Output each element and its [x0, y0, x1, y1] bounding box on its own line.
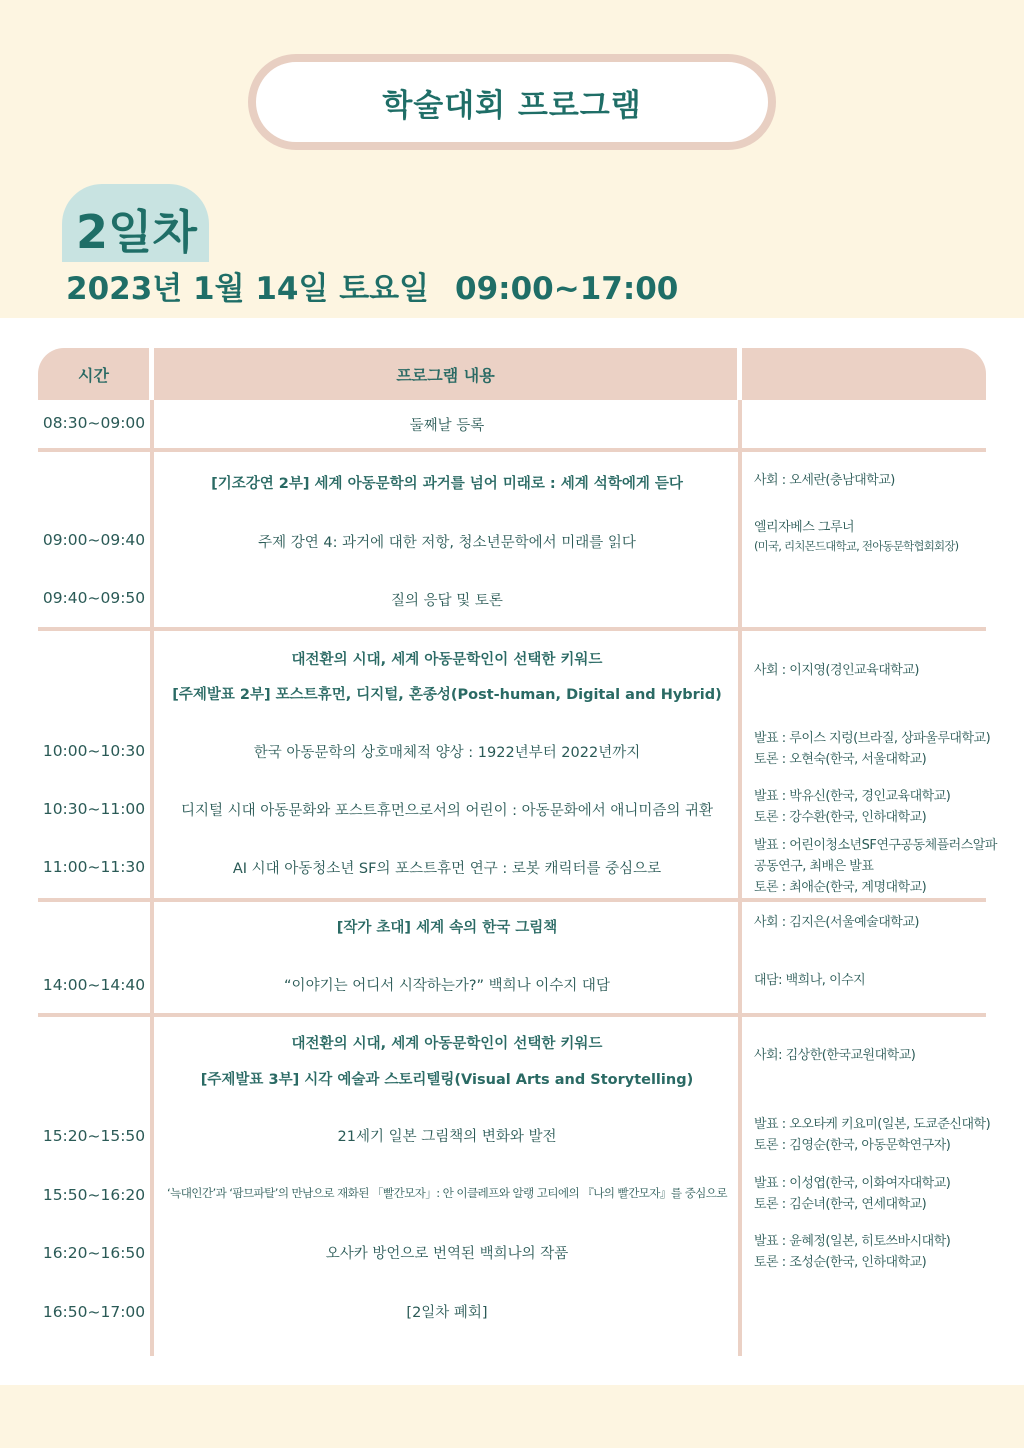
program-cell: 오사카 방언으로 번역된 백희나의 작품 [325, 1246, 569, 1262]
time-cell: 14:00~14:40 [42, 976, 146, 994]
presenter: 발표 : 이성엽(한국, 이화여자대학교) [754, 1176, 951, 1191]
page-title: 학술대회 프로그램 [382, 87, 642, 124]
row-divider [38, 898, 986, 902]
discussant: 토론 : 조성순(한국, 인하대학교) [754, 1255, 927, 1270]
speaker-cell [754, 519, 994, 555]
presenter: 발표 : 오오타케 키요미(일본, 도쿄준신대학) [754, 1117, 991, 1132]
column-header-role [742, 348, 986, 400]
presenter: 발표 : 윤혜정(일본, 히토쓰바시대학) [754, 1234, 951, 1249]
program-cell: 한국 아동문학의 상호매체적 양상 : 1922년부터 2022년까지 [253, 745, 641, 761]
program-cell: [2일차 폐회] [406, 1305, 488, 1321]
date-line [66, 263, 678, 308]
section-title: 대전환의 시대, 세계 아동문학인이 선택한 키워드 [291, 1036, 603, 1052]
program-cell: “이야기는 어디서 시작하는가?” 백희나 이수지 대담 [284, 978, 610, 994]
time-cell: 16:20~16:50 [42, 1244, 146, 1262]
program-cell: ‘늑대인간’과 ‘팜므파탈’의 만남으로 재화된 「빨간모자」: 안 이클레프와 알랭 고티에의 『나의 빨간모자』를 중심으로 [167, 1186, 727, 1200]
day-label: 2일차 [76, 205, 197, 259]
section-title: [기조강연 2부] 세계 아동문학의 과거를 넘어 미래로 : 세계 석학에게 듣다 [211, 476, 683, 492]
speaker-cell [754, 728, 994, 770]
presenter: 발표 : 루이스 지렁(브라질, 상파울루대학교) [754, 731, 991, 746]
chair-cell: 사회: 김상한(한국교원대학교) [754, 1048, 916, 1063]
time-cell: 15:50~16:20 [42, 1186, 146, 1204]
row-divider [38, 448, 986, 452]
time-cell: 09:00~09:40 [42, 531, 146, 549]
time-range: 09:00~17:00 [455, 271, 679, 307]
time-cell: 15:20~15:50 [42, 1127, 146, 1145]
time-cell: 09:40~09:50 [42, 589, 146, 607]
time-cell: 16:50~17:00 [42, 1303, 146, 1321]
discussant: 토론 : 김영순(한국, 아동문학연구자) [754, 1138, 951, 1153]
speaker-cell [754, 1173, 994, 1215]
speaker-affiliation: (미국, 리치몬드대학교, 전아동문학협회회장) [754, 539, 959, 553]
discussant: 토론 : 오현숙(한국, 서울대학교) [754, 752, 927, 767]
time-cell: 08:30~09:00 [42, 414, 146, 432]
discussant: 토론 : 최애순(한국, 계명대학교) [754, 880, 927, 895]
program-cell: 주제 강연 4: 과거에 대한 저항, 청소년문학에서 미래를 읽다 [258, 535, 636, 551]
date-text: 2023년 1월 14일 토요일 [66, 271, 430, 307]
chair-cell: 사회 : 오세란(충남대학교) [754, 473, 895, 488]
program-cell: 21세기 일본 그림책의 변화와 발전 [337, 1129, 557, 1145]
program-cell: 질의 응답 및 토론 [391, 593, 503, 609]
column-header-program: 프로그램 내용 [154, 348, 737, 400]
discussant: 토론 : 강수환(한국, 인하대학교) [754, 810, 927, 825]
speaker-cell [754, 1114, 994, 1156]
program-cell: AI 시대 아동청소년 SF의 포스트휴먼 연구 : 로봇 캐릭터를 중심으로 [232, 861, 662, 877]
time-cell: 10:30~11:00 [42, 800, 146, 818]
speaker-cell: 대담: 백희나, 이수지 [754, 973, 866, 988]
speaker-name: 엘리자베스 그루너 [754, 520, 855, 535]
section-title: 대전환의 시대, 세계 아동문학인이 선택한 키워드 [291, 652, 603, 668]
footer-band [0, 1385, 1024, 1448]
chair-cell: 사회 : 이지영(경인교육대학교) [754, 663, 919, 678]
presenter-note: 공동연구, 최배은 발표 [754, 859, 874, 874]
program-cell: 둘째날 등록 [409, 418, 485, 434]
title-pill [248, 54, 776, 150]
section-subtitle: [주제발표 2부] 포스트휴먼, 디지털, 혼종성(Post-human, Digital and Hybrid) [172, 687, 722, 703]
speaker-cell [754, 786, 994, 828]
section-title: [작가 초대] 세계 속의 한국 그림책 [336, 920, 558, 936]
time-cell: 10:00~10:30 [42, 742, 146, 760]
row-divider [38, 1013, 986, 1017]
time-cell: 11:00~11:30 [42, 858, 146, 876]
section-subtitle: [주제발표 3부] 시각 예술과 스토리텔링(Visual Arts and Storytelling) [200, 1072, 694, 1088]
program-cell: 디지털 시대 아동문화와 포스트휴먼으로서의 어린이 : 아동문화에서 애니미즘의 귀환 [180, 803, 713, 819]
presenter: 발표 : 어린이청소년SF연구공동체플러스알파 [754, 838, 997, 853]
presenter: 발표 : 박유신(한국, 경인교육대학교) [754, 789, 951, 804]
speaker-cell [754, 835, 997, 898]
chair-cell: 사회 : 김지은(서울예술대학교) [754, 915, 919, 930]
speaker-cell [754, 1231, 994, 1273]
row-divider [38, 627, 986, 631]
discussant: 토론 : 김순녀(한국, 연세대학교) [754, 1197, 927, 1212]
column-header-time: 시간 [38, 348, 149, 400]
